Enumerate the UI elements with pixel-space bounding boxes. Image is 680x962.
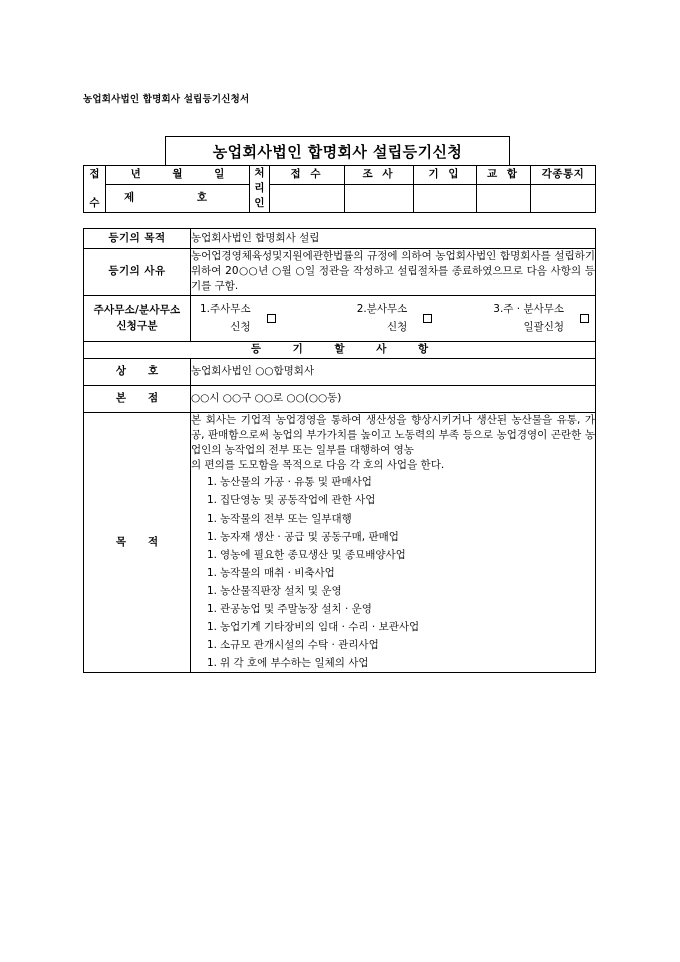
purpose-label: 등기의 목적 [84,229,191,249]
list-item-text: 농작물의 매취 · 비축사업 [220,566,335,579]
office-option-main[interactable] [200,301,330,337]
receipt-number-cell[interactable] [106,184,250,212]
list-item [207,510,595,528]
stamp-cell-receipt[interactable] [270,184,345,212]
list-item [207,473,595,491]
office-option-branch-label [357,301,408,337]
column-header-notices: 각종통지 [531,166,596,185]
column-header-collation: 교 합 [477,166,531,185]
list-item-number: 1. [207,494,218,507]
list-item-text: 위 각 호에 부수하는 일체의 사업 [220,656,369,669]
list-item-number: 1. [207,566,218,579]
office-option-both-label [493,301,564,337]
list-item-number: 1. [207,530,218,543]
reason-value[interactable] [191,249,596,296]
office-type-option-group [191,296,595,342]
stamp-cell-entry[interactable] [414,184,477,212]
receipt-label-cell [84,166,106,213]
section-header-row [84,342,596,358]
head-office-value[interactable]: ○○시 ○○구 ○○로 ○○(○○동) [191,385,596,412]
objective-row [84,412,596,672]
handler-label-cell [250,166,270,213]
receipt-number-suffix: 호 [196,191,207,204]
list-item [207,582,595,600]
office-option-both-checkbox[interactable] [580,314,589,323]
office-option-branch-line2: 신청 [387,320,408,333]
page-title: 농업회사법인 합명회사 설립등기신청 [212,142,463,161]
office-option-branch-line1: 2.분사무소 [356,302,408,315]
registration-application-form [83,165,596,213]
list-item [207,564,595,582]
list-item-text: 농자재 생산 · 공급 및 공동구매, 판매업 [220,530,399,543]
objective-label: 목적 [84,412,191,672]
office-type-label [84,295,191,342]
list-item [207,491,595,509]
head-office-label: 본점 [84,385,191,412]
purpose-row [84,229,596,249]
receipt-header-row [84,166,596,185]
handler-label-char-2: 리 [254,182,265,195]
office-type-row [84,295,596,342]
list-item-number: 1. [207,602,218,615]
trade-name-value[interactable]: 농업회사법인 ○○합명회사 [191,358,596,385]
office-option-main-line1: 1.주사무소 [200,302,251,315]
list-item-number: 1. [207,638,218,651]
office-type-label-line2: 신청구분 [116,319,158,332]
list-item [207,528,595,546]
receipt-number-prefix: 제 [124,191,135,204]
list-item [207,618,595,636]
list-item-number: 1. [207,620,218,633]
objective-paragraph-2: 의 편의를 도모함을 목적으로 다음 각 호의 사업을 한다. [191,459,445,472]
office-option-both[interactable] [459,301,589,337]
office-option-main-label [200,301,251,337]
head-office-row [84,385,596,412]
list-item-text: 농작물의 전부 또는 일부대행 [220,512,352,525]
objective-paragraph-1: 본 회사는 기업적 농업경영을 통하여 생산성을 향상시키거나 생산된 농산물을 유통, 가공, 판매함으로써 농업의 부가가치를 높이고 노동력의 부족 등으로 농업경영이 곤란한 농업인의 농작업의 전부 또는 일부를 대행하여 영농 [191,413,595,456]
receipt-label-char-2: 수 [89,196,100,209]
office-option-both-line1: 3.주 · 분사무소 [493,302,565,315]
list-item-text: 집단영농 및 공동작업에 관한 사업 [220,494,376,507]
column-header-receipt: 접 수 [270,166,345,185]
form-title-box [165,136,510,165]
reason-text: 농어업경영체육성및지원에관한법률의 규정에 의하여 농업회사법인 합명회사를 설립하기 위하여 20○○년 ○월 ○일 정관을 작성하고 설립절차를 종료하였으므로 다음 사항의 등기를 구함. [191,250,595,293]
list-item-text: 농업기계 기타장비의 임대 · 수리 · 보관사업 [220,620,420,633]
list-item [207,600,595,618]
office-option-main-line2: 신청 [230,320,251,333]
list-item-number: 1. [207,656,218,669]
reason-row [84,249,596,296]
column-header-entry: 기 입 [414,166,477,185]
list-item-number: 1. [207,548,218,561]
trade-name-label: 상호 [84,358,191,385]
office-type-label-line1: 주사무소/분사무소 [93,304,181,317]
list-item [207,636,595,654]
receipt-label-char-1: 접 [89,167,100,180]
office-option-branch[interactable] [330,301,460,337]
office-option-main-checkbox[interactable] [267,314,276,323]
reason-label: 등기의 사유 [84,249,191,296]
office-type-options-cell [191,295,596,342]
purpose-value[interactable]: 농업회사법인 합명회사 설립 [191,229,596,249]
office-option-branch-checkbox[interactable] [423,314,432,323]
stamp-cell-notices[interactable] [531,184,596,212]
handler-label-char-3: 인 [254,197,265,210]
stamp-cell-collation[interactable] [477,184,531,212]
list-item-number: 1. [207,476,218,489]
objective-business-list [191,473,595,672]
list-item-text: 농산물직판장 설치 및 운영 [220,584,342,597]
column-header-investigation: 조 사 [345,166,414,185]
list-item [207,546,595,564]
list-item-text: 농산물의 가공 · 유통 및 판매사업 [220,476,372,489]
running-head: 농업회사법인 합명회사 설립등기신청서 [83,94,250,105]
list-item-number: 1. [207,584,218,597]
list-item-number: 1. [207,512,218,525]
receipt-value-row [84,184,596,212]
objective-value[interactable] [191,412,596,672]
stamp-cell-investigation[interactable] [345,184,414,212]
list-item-text: 관공농업 및 주말농장 설치 · 운영 [220,602,372,615]
list-item-text: 영농에 필요한 종묘생산 및 종묘배양사업 [220,548,406,561]
registration-details-form [83,228,596,673]
receipt-date-label: 년 월 일 [106,166,250,185]
list-item [207,654,595,672]
handler-label-char-1: 처 [254,167,265,179]
section-header-registrable-matters: 등 기 할 사 항 [84,342,596,358]
office-option-both-line2: 일괄신청 [523,320,565,333]
list-item-text: 소규모 관개시설의 수탁 · 관리사업 [220,638,379,651]
trade-name-row [84,358,596,385]
